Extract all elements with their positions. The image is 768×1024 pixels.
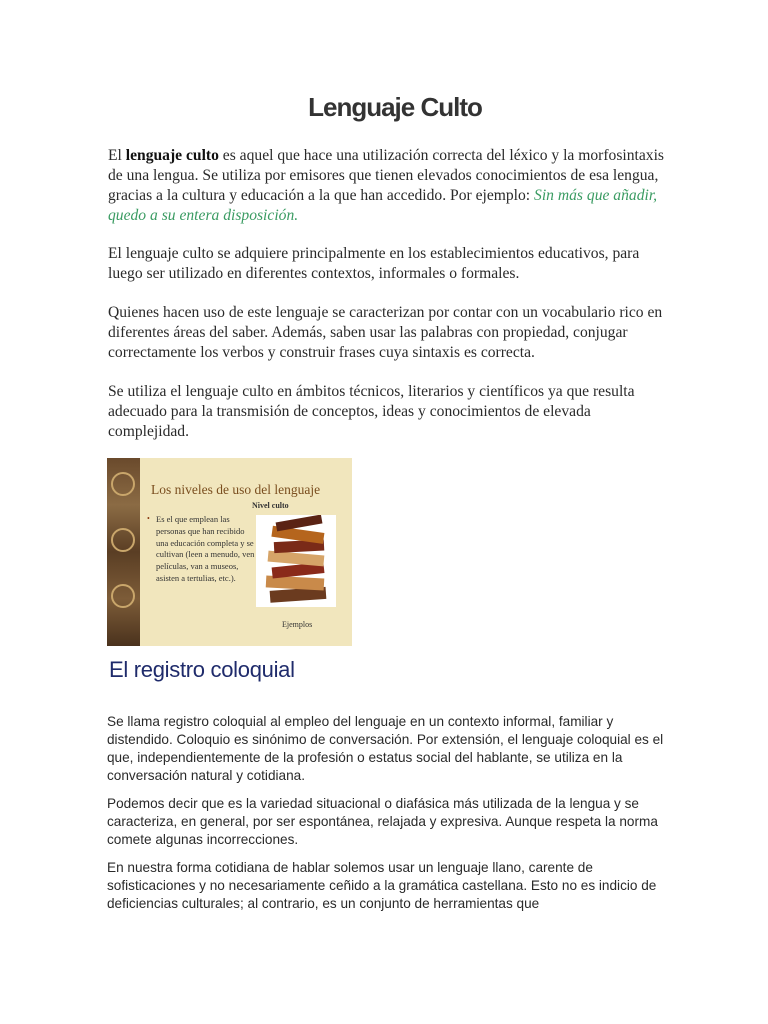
slide-subtitle: Nivel culto (252, 501, 289, 510)
gear-icon (111, 528, 135, 552)
example-sentence: Sin más que añadir, quedo a su entera disposición. (108, 187, 658, 224)
section-paragraph-3: En nuestra forma cotidiana de hablar solemos usar un lenguaje llano, carente de sofisticaciones y no necesariamente ceñido a la gramática castellana. Esto no es indicio de deficiencias culturales; al contrario, es un conjunto de herramientas que (107, 860, 657, 911)
books-illustration (256, 515, 336, 607)
intro-paragraph-4: Se utiliza el lenguaje culto en ámbitos técnicos, literarios y científicos ya que resulta adecuado para la transmisión de conceptos, ideas y conocimientos de elevada complejidad. (108, 383, 635, 440)
slide-bullet-text: Es el que emplean las personas que han recibido una educación completa y se cultivan (leen a menudo, ven películas, van a museos, asisten a tertulias, etc.). (156, 514, 255, 583)
books-icon (256, 515, 336, 607)
decorative-gear-strip (107, 458, 140, 646)
term-lenguaje-culto: lenguaje culto (125, 147, 219, 164)
intro-p1-start: El (108, 147, 126, 164)
gear-icon (111, 472, 135, 496)
intro-paragraph-2: El lenguaje culto se adquiere principalmente en los establecimientos educativos, para luego ser utilizado en diferentes contextos, informales o formales. (108, 245, 640, 282)
section-paragraph-2: Podemos decir que es la variedad situacional o diafásica más utilizada de la lengua y se caracteriza, en general, por ser espontánea, relajada y expresiva. Aunque respeta la norma comete algunas incorrecciones. (107, 796, 658, 847)
intro-paragraph-3: Quienes hacen uso de este lenguaje se caracterizan por contar con un vocabulario rico en diferentes áreas del saber. Además, saben usar las palabras con propiedad, conjugar correctamente los verbos y construir frases cuya sintaxis es correcta. (108, 304, 663, 361)
gear-icon (111, 584, 135, 608)
slide-image (107, 458, 352, 646)
slide-title: Los niveles de uso del lenguaje (151, 482, 321, 497)
section-paragraph-1: Se llama registro coloquial al empleo del lenguaje en un contexto informal, familiar y distendido. Coloquio es sinónimo de conversación. Por extensión, el lenguaje coloquial es el que, independientemente de la profesión o estatus social del hablante, se utiliza en la conversación natural y cotidiana. (107, 714, 664, 783)
slide-caption: Ejemplos (282, 620, 313, 629)
intro-paragraph-1 (108, 146, 668, 226)
page-title: Lenguaje Culto (308, 92, 482, 122)
bullet-icon: • (147, 514, 150, 523)
section-title: El registro coloquial (109, 657, 295, 682)
intro-p1-rest: es aquel que hace una utilización correcta del léxico y la morfosintaxis de una lengua. Se utiliza por emisores que tienen elevados conocimientos de esa lengua, gracias a la cultura y educación a la que han accedido. Por ejemplo: (108, 147, 664, 204)
